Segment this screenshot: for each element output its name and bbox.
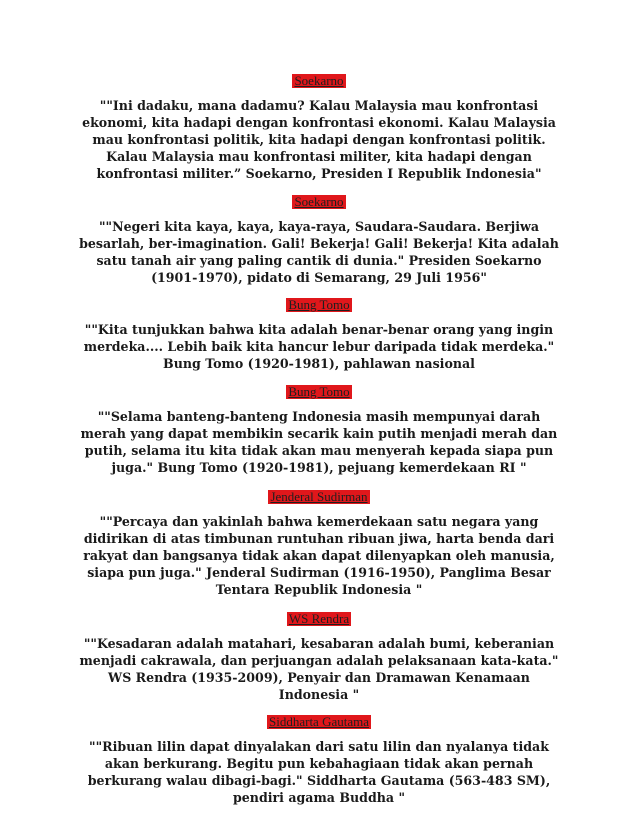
quote-text: ""Ini dadaku, mana dadamu? Kalau Malaysia mau konfrontasi ekonomi, kita hadapi dengan konfrontasi ekonomi. Kalau Malaysia mau konfrontasi politik, kita hadapi dengan konfrontasi politik. Kalau Malaysia mau konfrontasi militer, kita hadapi dengan konfrontasi militer.” Soekarno, Presiden I Republik Indonesia" [82, 98, 556, 181]
quote-entry [76, 191, 562, 286]
quote-entry [76, 711, 562, 806]
quote-text: ""Selama banteng-banteng Indonesia masih mempunyai darah merah yang dapat membikin secarik kain putih menjadi merah dan putih, selama itu kita tidak akan mau menyerah kepada siapa pun juga." Bung Tomo (1920-1981), pejuang kemerdekaan RI " [80, 409, 558, 475]
quote-entry [76, 381, 562, 476]
quote-text: ""Percaya dan yakinlah bahwa kemerdekaan satu negara yang didirikan di atas timbunan runtuhan ribuan jiwa, harta benda dari rakyat dan bangsanya tidak akan dapat dilenyapkan oleh manusia, siapa pun juga." Jenderal Sudirman (1916-1950), Panglima Besar Tentara Republik Indonesia " [83, 514, 555, 597]
author-name-link[interactable]: WS Rendra [288, 611, 350, 626]
quote-text: ""Kesadaran adalah matahari, kesabaran adalah bumi, keberanian menjadi cakrawala, dan perjuangan adalah pelaksanaan kata-kata." WS Rendra (1935-2009), Penyair dan Dramawan Kenamaan Indonesia " [79, 636, 559, 702]
quote-text: ""Kita tunjukkan bahwa kita adalah benar-benar orang yang ingin merdeka.... Lebih baik kita hancur lebur daripada tidak merdeka." Bung Tomo (1920-1981), pahlawan nasional [83, 322, 555, 371]
author-name-link[interactable]: Bung Tomo [288, 384, 350, 399]
author-name-link[interactable]: Soekarno [294, 73, 344, 88]
quote-entry [76, 608, 562, 703]
quote-entry [76, 294, 562, 372]
quote-document [76, 70, 562, 806]
author-name-link[interactable]: Jenderal Sudirman [270, 489, 368, 504]
author-name-link[interactable]: Soekarno [294, 194, 344, 209]
quote-entry [76, 70, 562, 182]
quote-text: ""Ribuan lilin dapat dinyalakan dari satu lilin dan nyalanya tidak akan berkurang. Begitu pun kebahagiaan tidak akan pernah berkurang walau dibagi-bagi." Siddharta Gautama (563-483 SM), pendiri agama Buddha " [87, 739, 551, 805]
author-name-link[interactable]: Siddharta Gautama [269, 714, 369, 729]
quote-text: ""Negeri kita kaya, kaya, kaya-raya, Saudara-Saudara. Berjiwa besarlah, ber-imagination. Gali! Bekerja! Gali! Bekerja! Kita adalah satu tanah air yang paling cantik di dunia." Presiden Soekarno (1901-1970), pidato di Semarang, 29 Juli 1956" [79, 219, 559, 285]
quote-entry [76, 486, 562, 598]
author-name-link[interactable]: Bung Tomo [288, 297, 350, 312]
